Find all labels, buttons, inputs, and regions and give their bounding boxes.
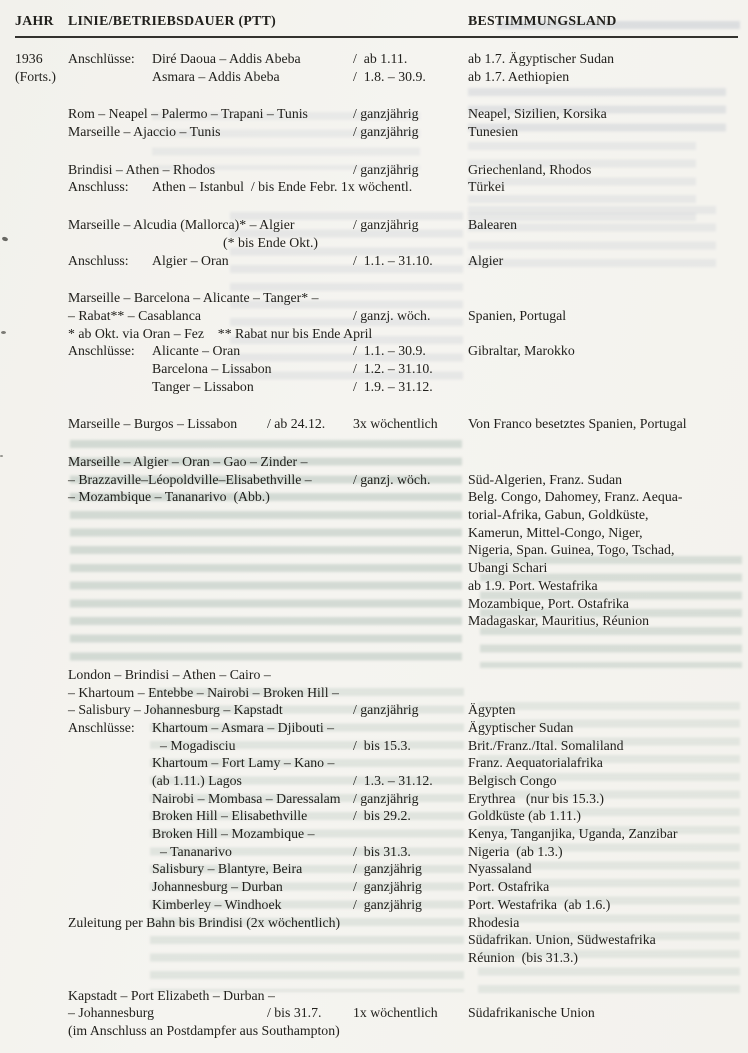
destination-line: Von Franco besetztes Spanien, Portugal [468,416,687,432]
route-line [68,896,468,914]
anschluss-label: Anschlüsse: [68,51,135,66]
destination-line: Tunesien [468,124,519,140]
anschluss-label: Anschluss: [68,179,129,195]
destination-line: Goldküste (ab 1.11.) [468,808,581,824]
route-text: Salisbury – Blantyre, Beira [152,861,303,877]
destination-line [468,453,738,471]
route-lines [68,453,468,506]
route-table [15,13,738,1040]
destination-line: Spanien, Portugal [468,307,567,323]
route-line [68,684,468,702]
destination-line: Franz. Aequatorialafrika [468,755,603,771]
destination-line: Südafrikan. Union, Südwestafrika [468,932,656,948]
operation-period: / 1.8. – 30.9. [353,68,426,84]
route-text: Marseille – Barcelona – Alicante – Tanger* – [68,290,319,306]
route-line [68,105,468,123]
anschluss-label: Anschlüsse: [68,343,135,359]
route-line [68,878,468,896]
destination-line: Gibraltar, Marokko [468,343,575,359]
route-text: Kimberley – Windhoek [152,896,282,912]
route-text: Athen – Istanbul / bis Ende Febr. 1x wöchentl. [152,179,413,195]
destination-line: Nigeria (ab 1.3.) [468,843,563,859]
anschluss-label: Anschluss: [68,252,129,268]
destination-lines [468,105,738,140]
destination-line: ab 1.7. Ägyptischer Sudan [468,51,614,66]
destination-line: Neapel, Sizilien, Korsika [468,106,607,122]
route-text: Khartoum – Asmara – Djibouti – [152,719,335,735]
route-line [68,790,468,808]
scan-speck [0,455,3,457]
route-line [68,843,468,861]
operation-period: / bis 29.2. [353,808,411,824]
destination-line: Réunion (bis 31.3.) [468,949,578,965]
route-line [68,378,468,396]
route-line [68,701,468,719]
destination-line: Süd-Algerien, Franz. Sudan [468,471,623,487]
route-line [68,807,468,825]
route-text: Tanger – Lissabon [152,378,254,394]
destination-lines [468,453,738,630]
route-text: Rom – Neapel – Palermo – Trapani – Tunis [68,106,308,122]
operation-period: / 1.1. – 31.10. [353,252,433,268]
route-line [68,914,468,932]
route-line [68,325,468,343]
operation-period: / ganzjährig [353,879,422,895]
operation-period: / ganzjährig [353,702,419,718]
operation-period: / ganzj. wöch. [353,307,431,323]
route-entry [15,50,738,85]
operation-period: / bis 31.3. [353,843,411,859]
route-text: (* bis Ende Okt.) [223,234,319,250]
destination-line: Ubangi Schari [468,560,548,576]
column-header-jahr: JAHR [15,13,54,28]
route-lines [68,987,468,1040]
route-text: Diré Daoua – Addis Abeba [152,51,301,66]
header-rule [15,36,738,38]
route-entry [15,415,738,433]
destination-line: Belg. Congo, Dahomey, Franz. Aequa- [468,489,683,505]
operation-period: / 1.3. – 31.12. [353,773,433,788]
route-line [68,289,468,307]
operation-period: / ganzj. wöch. [353,471,431,487]
year-value: 1936 [15,51,43,66]
route-text: Kapstadt – Port Elizabeth – Durban – [68,987,275,1003]
route-text: – Mogadisciu [160,737,236,753]
destination-line: Balearen [468,217,518,233]
destination-line: Rhodesia [468,914,520,930]
route-entry [15,666,738,967]
route-line [68,772,468,790]
destination-lines [468,666,738,967]
destination-line: Algier [468,252,504,268]
route-lines [68,161,468,196]
route-entry [15,289,738,395]
destination-lines [468,161,738,196]
route-line [68,719,468,737]
route-text: Johannesburg – Durban [152,879,283,895]
route-line [68,860,468,878]
destination-line: Mozambique, Port. Ostafrika [468,595,629,611]
destination-line: Nigeria, Span. Guinea, Togo, Tschad, [468,542,675,558]
destination-line: Port. Westafrika (ab 1.6.) [468,896,611,912]
route-text: Algier – Oran [152,252,229,268]
operation-period: / 1.2. – 31.10. [353,360,433,376]
route-text: Broken Hill – Mozambique – [152,826,315,842]
destination-line [468,234,738,252]
route-line [68,360,468,378]
destination-lines [468,50,738,85]
route-line [68,737,468,755]
operation-period: / ganzjährig [353,161,419,177]
destination-line [468,289,738,307]
destination-line: Südafrikanische Union [468,1005,595,1021]
route-text: Broken Hill – Elisabethville [152,808,308,824]
route-text: Asmara – Addis Abeba [152,68,280,84]
scan-speck [1,331,6,334]
destination-line: ab 1.7. Aethiopien [468,68,570,84]
year-continuation-note: (Forts.) [15,68,57,84]
column-header-linie-betriebsdauer: LINIE/BETRIEBSDAUER (PTT) [68,13,276,28]
route-text: – Salisbury – Johannesburg – Kapstadt [68,702,283,718]
route-entry [15,453,738,630]
route-text: Marseille – Ajaccio – Tunis [68,124,221,140]
operation-period: / ganzjährig [353,790,419,806]
destination-line [468,684,738,702]
destination-line: Kenya, Tanganjika, Uganda, Zanzibar [468,826,678,842]
route-line [68,68,468,86]
route-text: – Johannesburg [68,1005,154,1021]
route-line [68,342,468,360]
destination-lines [468,987,738,1022]
route-entry [15,161,738,196]
destination-lines [468,415,738,433]
route-text: (ab 1.11.) Lagos [152,773,242,788]
route-text: – Tananarivo [160,843,232,859]
year-cell [15,50,68,85]
route-line [68,754,468,772]
route-lines [68,216,468,269]
destination-lines [468,289,738,360]
scan-speck [2,236,9,242]
operation-period: / ab 1.11. [353,51,408,66]
operation-period: 3x wöchentlich [353,416,438,432]
route-line [68,987,468,1005]
route-line [68,307,468,325]
route-lines [68,666,468,931]
destination-line: Ägypten [468,702,516,718]
route-text: – Brazzaville–Léopoldville–Elisabethville – [68,471,312,487]
operation-period: / bis 15.3. [353,737,411,753]
destination-line: Kamerun, Mittel-Congo, Niger, [468,524,643,540]
route-text: – Mozambique – Tananarivo (Abb.) [68,489,270,505]
anschluss-label: Anschlüsse: [68,719,135,735]
destination-line: Griechenland, Rhodos [468,161,592,177]
column-header-bestimmungsland: BESTIMMUNGSLAND [468,13,617,28]
route-line [68,50,468,68]
route-text: London – Brindisi – Athen – Cairo – [68,666,271,682]
route-text: Marseille – Burgos – Lissabon [68,416,238,432]
route-entry [15,216,738,269]
route-entry [15,105,738,140]
operation-period: / ganzjährig [353,861,422,877]
route-lines [68,415,468,433]
operation-period: / ganzjährig [353,106,419,122]
route-line [68,488,468,506]
destination-line: Brit./Franz./Ital. Somaliland [468,737,624,753]
route-line [68,216,468,234]
route-line [68,1022,468,1040]
operation-period: / 1.9. – 31.12. [353,378,433,394]
route-entry [15,987,738,1040]
table-header-row [15,13,738,29]
route-lines [68,50,468,85]
route-lines [68,105,468,140]
operation-period: 1x wöchentlich [353,1005,438,1021]
destination-line: Nyassaland [468,861,532,877]
route-line [68,178,468,196]
route-line [68,453,468,471]
destination-line: Belgisch Congo [468,773,557,788]
destination-line [468,666,738,684]
route-line [68,161,468,179]
route-text: Marseille – Alcudia (Mallorca)* – Algier [68,217,295,233]
route-line [68,666,468,684]
route-text: – Khartoum – Entebbe – Nairobi – Broken Hill – [68,684,339,700]
route-line [68,825,468,843]
destination-line: Erythrea (nur bis 15.3.) [468,790,605,806]
route-text: * ab Okt. via Oran – Fez ** Rabat nur bis Ende April [68,325,373,341]
route-table-body [15,50,738,1040]
destination-line: Ägyptischer Sudan [468,719,574,735]
operation-period-inline: / bis 31.7. [267,1005,322,1021]
destination-line: ab 1.9. Port. Westafrika [468,577,598,593]
operation-period-inline: / ab 24.12. [267,416,326,432]
route-text: – Rabat** – Casablanca [68,307,201,323]
route-text: Barcelona – Lissabon [152,360,272,376]
destination-line: Port. Ostafrika [468,879,550,895]
route-text: Alicante – Oran [152,343,241,359]
operation-period: / 1.1. – 30.9. [353,343,426,359]
route-text: Zuleitung per Bahn bis Brindisi (2x wöchentlich) [68,914,341,930]
route-text: Brindisi – Athen – Rhodos [68,161,216,177]
destination-lines [468,216,738,269]
destination-line [468,325,738,343]
route-text: Marseille – Algier – Oran – Gao – Zinder – [68,454,308,469]
operation-period: / ganzjährig [353,217,419,233]
route-text: (im Anschluss an Postdampfer aus Southampton) [68,1022,340,1038]
destination-line: Madagaskar, Mauritius, Réunion [468,613,650,629]
destination-line: Türkei [468,179,505,195]
operation-period: / ganzjährig [353,896,422,912]
route-line [68,1004,468,1022]
route-text: Nairobi – Mombasa – Daressalam [152,790,341,806]
route-line [68,234,468,252]
route-line [68,471,468,489]
route-line [68,123,468,141]
route-line [68,252,468,270]
operation-period: / ganzjährig [353,124,419,140]
destination-line: torial-Afrika, Gabun, Goldküste, [468,507,649,523]
destination-line [468,987,738,1005]
route-line [68,415,468,433]
route-text: Khartoum – Fort Lamy – Kano – [152,755,335,771]
route-lines [68,289,468,395]
